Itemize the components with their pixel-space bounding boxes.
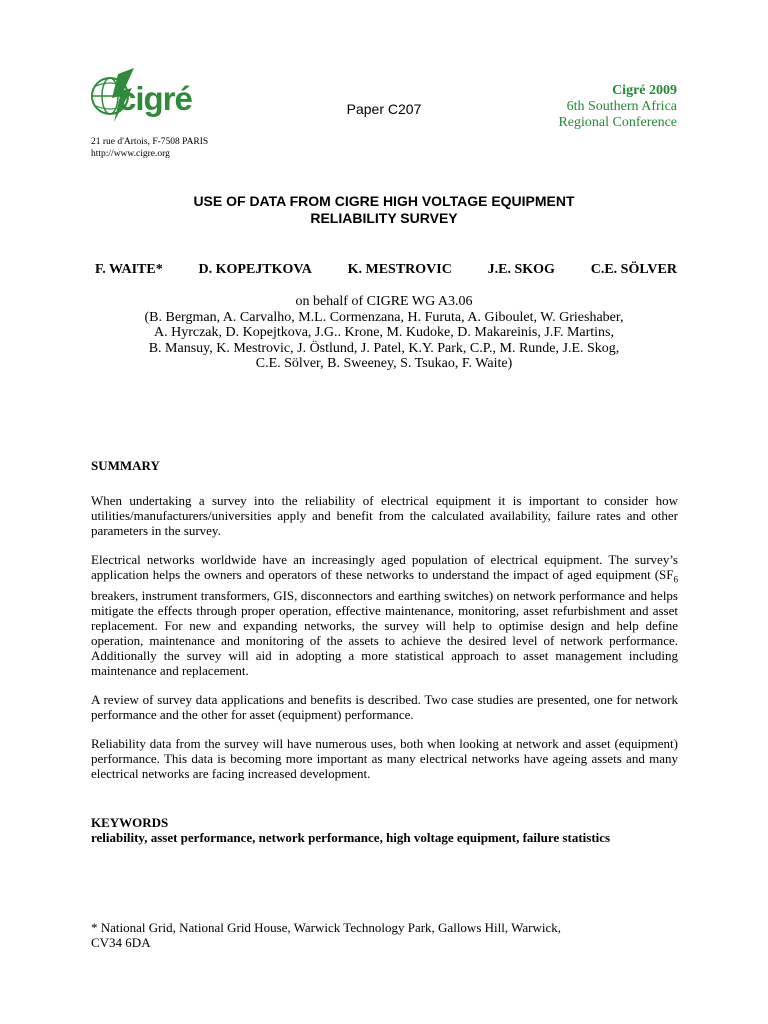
- summary-p2-part-a: Electrical networks worldwide have an increasingly aged population of electrical equipment. The survey’s application helps the owners and operators of these networks to understand the impact of aged equipment (SF: [91, 552, 678, 582]
- summary-paragraph-4: Reliability data from the survey will have numerous uses, both when looking at network and asset (equipment) performance. This data is becoming more important as many electrical networks have ageing assets and many electrical networks are facing increased development.: [91, 735, 678, 781]
- address-url: http://www.cigre.org: [91, 149, 170, 159]
- conference-type: Regional Conference: [558, 115, 677, 130]
- behalf-line: A. Hyrczak, D. Kopejtkova, J.G.. Krone, M. Kudoke, D. Makareinis, J.F. Martins,: [153, 325, 615, 340]
- summary-paragraph-3: A review of survey data applications and benefits is described. Two case studies are presented, one for network performance and the other for asset (equipment) performance.: [91, 691, 678, 722]
- keywords-text: reliability, asset performance, network performance, high voltage equipment, failure statistics: [91, 829, 611, 845]
- working-group-block: [91, 294, 677, 372]
- behalf-line: B. Mansuy, K. Mestrovic, J. Östlund, J. Patel, K.Y. Park, C.P., M. Runde, J.E. Skog,: [148, 340, 620, 356]
- cigre-wordmark: cigré: [118, 80, 192, 117]
- conference-year: Cigré 2009: [612, 83, 677, 98]
- behalf-line: C.E. Sölver, B. Sweeney, S. Tsukao, F. Waite): [255, 356, 513, 371]
- author: K. MESTROVIC: [347, 262, 452, 277]
- author: D. KOPEJTKOVA: [198, 262, 312, 277]
- behalf-line: on behalf of CIGRE WG A3.06: [295, 294, 473, 309]
- author: F. WAITE*: [95, 262, 163, 277]
- summary-heading: SUMMARY: [91, 458, 160, 473]
- summary-p2-part-b: breakers, instrument transformers, GIS, disconnectors and earthing switches) on network performance and helps mitigate the effects through proper operation, effective maintenance, monitoring, asset refurbishment and asset replacement. For new and expanding networks, the survey will help to optimise design and help define operation, maintenance and monitoring of the assets to achieve the desired level of network performance. Additionally the survey will aid in adopting a more statistical approach to asset management including maintenance and replacement.: [91, 587, 678, 678]
- conference-block: [558, 83, 677, 131]
- address-block: [91, 136, 208, 160]
- paper-body: [91, 458, 678, 845]
- paper-title: [91, 193, 677, 227]
- summary-paragraph-2: [91, 552, 678, 678]
- sf6-subscript: 6: [673, 574, 678, 585]
- author: C.E. SÖLVER: [590, 262, 677, 277]
- title-line-2: RELIABILITY SURVEY: [310, 210, 458, 226]
- footnote-line-1: * National Grid, National Grid House, Warwick Technology Park, Gallows Hill, Warwick,: [91, 920, 561, 935]
- conference-region: 6th Southern Africa: [566, 99, 677, 114]
- keywords-heading: KEYWORDS: [91, 814, 169, 830]
- address-street: 21 rue d'Artois, F-7508 PARIS: [91, 137, 209, 147]
- author: J.E. SKOG: [487, 262, 555, 277]
- paper-id: Paper C207: [346, 101, 422, 117]
- behalf-line: (B. Bergman, A. Carvalho, M.L. Cormenzana, H. Furuta, A. Giboulet, W. Grieshaber,: [144, 309, 624, 325]
- author-list: [95, 262, 677, 278]
- title-line-1: USE OF DATA FROM CIGRE HIGH VOLTAGE EQUIPMENT: [193, 193, 575, 209]
- footnote: [91, 920, 651, 950]
- summary-paragraph-1: When undertaking a survey into the reliability of electrical equipment it is important to consider how utilities/manufacturers/universities apply and benefit from the calculated availability, failure rates and other parameters in the survey.: [91, 493, 678, 538]
- footnote-line-2: CV34 6DA: [91, 935, 151, 950]
